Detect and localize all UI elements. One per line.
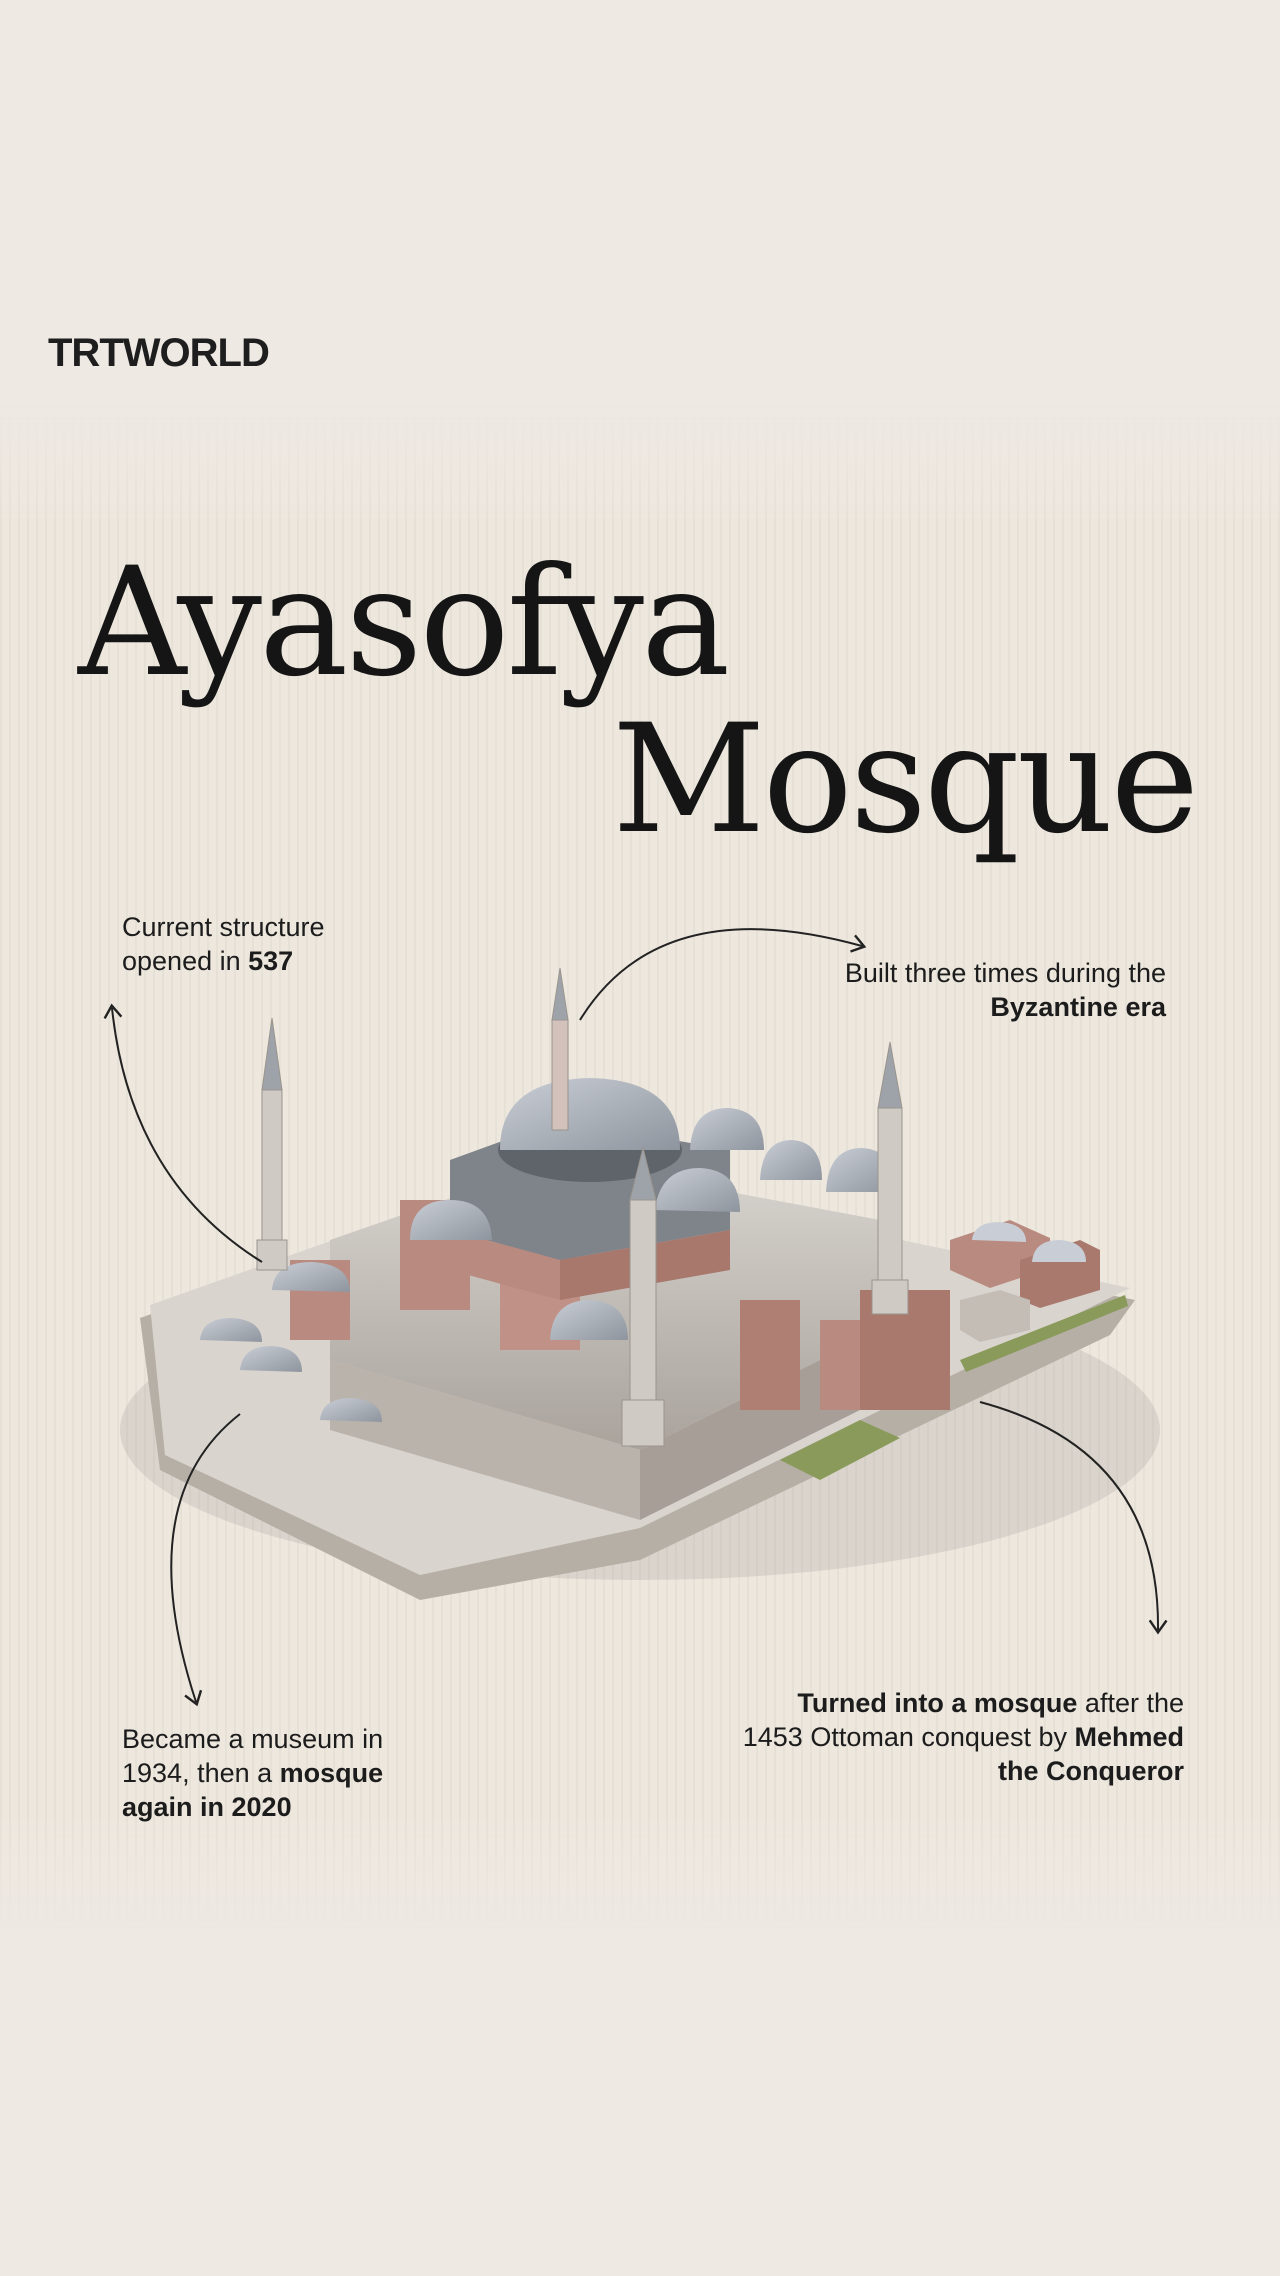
note-bold: Byzantine era (990, 992, 1166, 1022)
logo-text: TRTWORLD (48, 331, 269, 374)
dome-ne-1 (690, 1108, 764, 1150)
minaret-nw (257, 1018, 287, 1270)
note-text: Current structure opened in (122, 912, 325, 976)
note-text: Became a museum in 1934, then a (122, 1724, 384, 1788)
title-line-2: Mosque (612, 693, 1197, 867)
minaret-n (552, 968, 568, 1130)
main-dome (500, 1078, 680, 1150)
note-text: after the 1453 Ottoman conquest by (742, 1688, 1184, 1752)
dome-ne-2 (760, 1140, 822, 1180)
buttress-3 (740, 1300, 800, 1410)
title-line-1: Ayasofya (78, 536, 728, 710)
note-bold: mosque again in 2020 (122, 1758, 384, 1822)
arrow-byzantine (580, 929, 862, 1020)
note-bold: Turned into a mosque (797, 1688, 1078, 1718)
arrow-537 (112, 1008, 262, 1262)
note-bold: Mehmed the Conqueror (998, 1722, 1184, 1786)
note-bold: 537 (248, 946, 294, 976)
note-text: Built three times during the (844, 958, 1166, 988)
